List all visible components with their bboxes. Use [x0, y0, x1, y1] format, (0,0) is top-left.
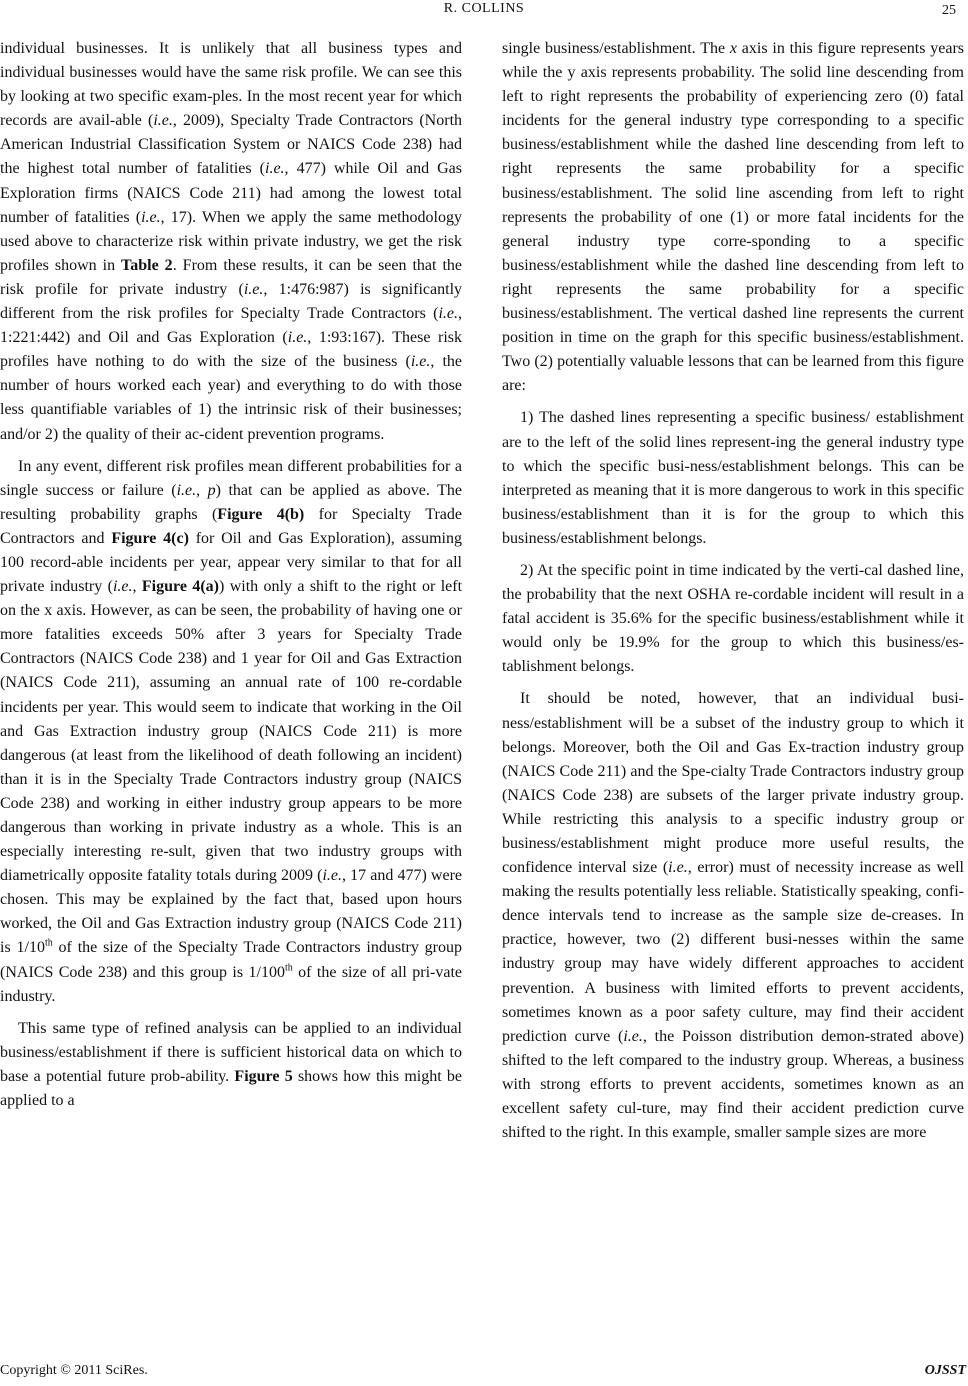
text-run: , error) must of necessity increase as well making the results potentially less reliable. Statistically speaking, confi-dence intervals tend to increase as the sample size de-creases. In practice, however, two (2) different busi-nesses within the same industry group may have widely different approaches to accident prevention. A business with limited efforts to prevent accidents, sometimes known as a poor safety culture, may find their accident prediction curve (: [502, 859, 964, 1045]
figure-4a-reference[interactable]: Figure 4(a): [141, 578, 219, 596]
italic-variable-p: p: [207, 481, 216, 499]
text-run: This same type of refined analysis can be applied to an individual business/establishment if there is sufficient historical data on which to base a potential future prob-ability.: [0, 1019, 462, 1085]
page-header: [0, 0, 968, 22]
figure-4b-reference[interactable]: Figure 4(b): [217, 505, 305, 523]
italic-variable-x: x: [729, 40, 737, 57]
text-run: ,: [196, 481, 208, 499]
text-run: It should be noted, however, that an individual busi-ness/establishment will be a subset of the industry group to which it belongs. Moreover, both the Oil and Gas Ex-traction industry group (NAICS Code 211) and the Spe-cialty Trade Contractors industry group (NAICS Code 238) are subsets of the larger private industry group. While restricting this analysis to a specific industry group or business/establishment might produce more useful results, the confidence interval size (: [502, 690, 964, 877]
text-run: for Oil and Gas Exploration), assuming 100 record-able incidents per year, appear very similar to that for all private industry (: [0, 529, 463, 596]
text-run: individual businesses. It is unlikely that all business types and individual businesses would have the same risk profile. We can see this by looking at two specific exam-ples. In the most recent year for which records are avail-able (: [0, 40, 462, 130]
text-run: shows how this might be applied to a: [0, 1067, 463, 1110]
left-paragraph-3: [0, 1017, 462, 1113]
text-run: , the Poisson distribution demon-strated above) shifted to the left compared to the industry group. Whereas, a business with strong efforts to prevent accidents, sometimes known as an excellent safety cul-ture, may find their accident prediction curve shifted to the right. In this example, smaller sample sizes are more: [502, 1027, 964, 1142]
text-run: of the size of all pri-vate industry.: [0, 963, 462, 1005]
right-column: [502, 37, 964, 1145]
italic-ie: i.e.: [287, 329, 308, 347]
italic-ie: i.e.: [176, 481, 197, 499]
right-paragraph-4: [502, 687, 964, 1145]
text-run: , 17). When we apply the same methodology used above to characterize risk within private industry, we get the risk profiles shown in: [0, 208, 462, 274]
text-run: , 1:221:442) and Oil and Gas Exploration (: [0, 305, 462, 347]
italic-ie: i.e.: [322, 867, 342, 885]
right-paragraph-3: 2) At the specific point in time indicated by the verti-cal dashed line, the probability that the next OSHA re-cordable incident will result in a fatal accident is 35.6% for the specific business/establishment while it would only be 19.9% for the group to which this business/es-tablishment belongs.: [502, 561, 964, 676]
figure-5-reference[interactable]: Figure 5: [234, 1067, 293, 1085]
italic-ie: i.e.: [410, 353, 431, 371]
italic-ie: i.e.: [265, 160, 285, 178]
italic-ie: i.e.: [438, 305, 458, 323]
text-run: single business/establishment. The: [502, 40, 730, 57]
superscript-th: th: [44, 938, 53, 950]
italic-ie: i.e.: [141, 208, 161, 226]
italic-ie: i.e.: [243, 280, 264, 298]
page-number: 25: [942, 3, 956, 18]
text-run: In any event, different risk profiles mean different probabilities for a single success or failure (: [0, 457, 462, 499]
text-run: , 2009), Specialty Trade Contractors (North American Industrial Classification System or NAICS Code 238) had the highest total number of fatalities (: [0, 112, 463, 178]
italic-ie: i.e.: [153, 112, 173, 130]
superscript-th: th: [284, 962, 293, 974]
text-run: of the size of the Specialty Trade Contractors industry group (NAICS Code 238) and this group is 1/100: [0, 939, 462, 981]
text-run: ) that can be applied as above. The resulting probability graphs (: [0, 481, 462, 523]
text-run: axis in this figure represents years while the y axis represents probability. The solid line descending from left to right represents the probability of experiencing zero (0) fatal incidents for the general industry type corresponding to a specific business/establishment while the dashed line descending from left to right represents the same probability for a specific business/establishment. The solid line ascending from left to right represents the probability of one (1) or more fatal incidents for the general industry type corre-sponding to a specific business/establishment while the dashed line descending from left to right represents the same probability for a specific business/establishment. The vertical dashed line represents the current position in time on the graph for this specific business/establishment. Two (2) potentially valuable lessons that can be learned from this figure are:: [502, 40, 965, 395]
left-column: [0, 37, 462, 1113]
running-head-author: R. COLLINS: [443, 1, 525, 16]
right-paragraph-2: 1) The dashed lines representing a specific business/ establishment are to the left of the solid lines represent-ing the general industry type to which the specific busi-ness/establishment belongs. This can be interpreted as meaning that it is more dangerous to work in this specific business/establishment than it is for the group to which this business/establishment belongs.: [502, 409, 964, 547]
table-2-reference[interactable]: Table 2: [121, 256, 173, 274]
journal-abbreviation: OJSST: [924, 1363, 966, 1378]
text-run: ) with only a shift to the right or left on the x axis. However, as can be seen, the probability of having one or more fatalities exceeds 50% after 3 years for Specialty Trade Contractors (NAICS Code 238) and 1 year for Oil and Gas Extraction (NAICS Code 211), assuming an annual rate of 100 re-cordable incidents per year. This would seem to indicate that working in the Oil and Gas Extraction industry group (NAICS Code 211) is more dangerous (at least from the likelihood of death following an incident) than it is in the Specialty Trade Contractors industry group (NAICS Code 238) and working in either industry group appears to be more dangerous than working in private industry as a whole. This is an especially interesting re-sult, given that two industry groups with diametrically opposite fatality totals during 2009 (: [0, 578, 463, 885]
left-paragraph-2: [0, 455, 462, 1009]
text-run: , 17 and 477) were chosen. This may be explained by the fact that, based upon hours worked, the Oil and Gas Extraction industry group (NAICS Code 211) is 1/10: [0, 867, 463, 957]
figure-4c-reference[interactable]: Figure 4(c): [111, 529, 189, 547]
text-run: , 1:93:167). These risk profiles have nothing to do with the size of the business (: [0, 329, 462, 371]
right-paragraph-1: [502, 37, 964, 398]
italic-ie: i.e.: [112, 578, 133, 596]
italic-ie: i.e.: [668, 859, 688, 877]
italic-ie: i.e.: [623, 1027, 643, 1045]
text-run: , 1:476:987) is significantly different from the risk profiles for Specialty Trade Contractors (: [0, 280, 463, 323]
left-paragraph-1: [0, 37, 462, 447]
copyright-notice: Copyright © 2011 SciRes.: [0, 1363, 148, 1378]
text-run: for Specialty Trade Contractors and: [0, 505, 462, 547]
text-run: ,: [132, 578, 142, 596]
text-run: , the number of hours worked each year) and everything to do with those less quantifiable variables of 1) the intrinsic risk of their businesses; and/or 2) the quality of their ac-cident prevention programs.: [0, 353, 463, 443]
text-run: . From these results, it can be seen that the risk profile for private industry (: [0, 256, 462, 298]
text-run: , 477) while Oil and Gas Exploration firms (NAICS Code 211) had among the lowest total number of fatalities (: [0, 160, 462, 226]
